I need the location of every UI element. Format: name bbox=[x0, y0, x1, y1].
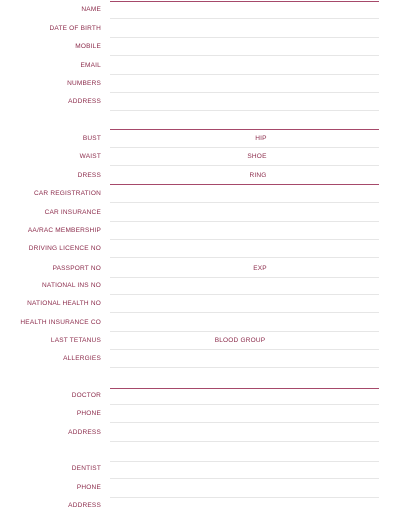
section-rule bbox=[110, 1, 379, 2]
aa-rac-membership-label: AA/RAC MEMBERSHIP bbox=[27, 227, 101, 234]
email-field[interactable] bbox=[110, 74, 379, 75]
health-insurance-field[interactable] bbox=[110, 331, 379, 332]
doctor-phone-field[interactable] bbox=[110, 422, 379, 423]
doctor-address-field[interactable] bbox=[110, 441, 379, 442]
dentist-phone-field[interactable] bbox=[110, 497, 379, 498]
waist-label: WAIST bbox=[79, 153, 101, 160]
passport-field[interactable] bbox=[110, 277, 379, 278]
section-rule bbox=[110, 388, 379, 389]
dentist-top-rule bbox=[110, 461, 379, 462]
doctor-address-label: ADDRESS bbox=[68, 429, 101, 436]
dentist-label: DENTIST bbox=[71, 465, 101, 472]
car-insurance-label: CAR INSURANCE bbox=[44, 209, 101, 216]
driving-licence-field[interactable] bbox=[110, 257, 379, 258]
date-of-birth-field[interactable] bbox=[110, 37, 379, 38]
passport-label: PASSPORT NO bbox=[52, 265, 101, 272]
health-insurance-label: HEALTH INSURANCE CO bbox=[20, 319, 101, 326]
allergies-label: ALLERGIES bbox=[63, 355, 101, 362]
mobile-label: MOBILE bbox=[75, 43, 101, 50]
name-label: NAME bbox=[81, 6, 101, 13]
exp-label: EXP bbox=[253, 265, 267, 272]
national-health-label: NATIONAL HEALTH NO bbox=[27, 300, 101, 307]
dentist-phone-label: PHONE bbox=[76, 484, 101, 491]
address-field[interactable] bbox=[110, 110, 379, 111]
driving-licence-label: DRIVING LICENCE NO bbox=[28, 245, 101, 252]
numbers-label: NUMBERS bbox=[67, 80, 101, 87]
section-rule bbox=[110, 129, 379, 130]
email-label: EMAIL bbox=[80, 62, 101, 69]
allergies-field[interactable] bbox=[110, 367, 379, 368]
car-insurance-field[interactable] bbox=[110, 221, 379, 222]
aa-rac-membership-field[interactable] bbox=[110, 239, 379, 240]
last-tetanus-label: LAST TETANUS bbox=[50, 337, 101, 344]
car-registration-field[interactable] bbox=[110, 202, 379, 203]
dentist-address-label: ADDRESS bbox=[68, 502, 101, 509]
bust-hip-field[interactable] bbox=[110, 147, 379, 148]
national-ins-label: NATIONAL INS NO bbox=[42, 282, 101, 289]
address-label: ADDRESS bbox=[68, 98, 101, 105]
doctor-field[interactable] bbox=[110, 404, 379, 405]
name-field[interactable] bbox=[110, 18, 379, 19]
national-health-field[interactable] bbox=[110, 312, 379, 313]
blood-group-label: BLOOD GROUP bbox=[214, 337, 266, 344]
doctor-label: DOCTOR bbox=[71, 392, 101, 399]
dentist-field[interactable] bbox=[110, 478, 379, 479]
car-registration-label: CAR REGISTRATION bbox=[33, 190, 101, 197]
ring-label: RING bbox=[249, 172, 267, 179]
hip-label: HIP bbox=[255, 135, 267, 142]
dress-label: DRESS bbox=[77, 172, 101, 179]
mobile-field[interactable] bbox=[110, 55, 379, 56]
shoe-label: SHOE bbox=[247, 153, 267, 160]
numbers-field[interactable] bbox=[110, 92, 379, 93]
waist-shoe-field[interactable] bbox=[110, 165, 379, 166]
bust-label: BUST bbox=[82, 135, 101, 142]
section-rule bbox=[110, 184, 379, 185]
national-ins-field[interactable] bbox=[110, 294, 379, 295]
last-tetanus-field[interactable] bbox=[110, 349, 379, 350]
date-of-birth-label: DATE OF BIRTH bbox=[49, 25, 101, 32]
doctor-phone-label: PHONE bbox=[76, 410, 101, 417]
